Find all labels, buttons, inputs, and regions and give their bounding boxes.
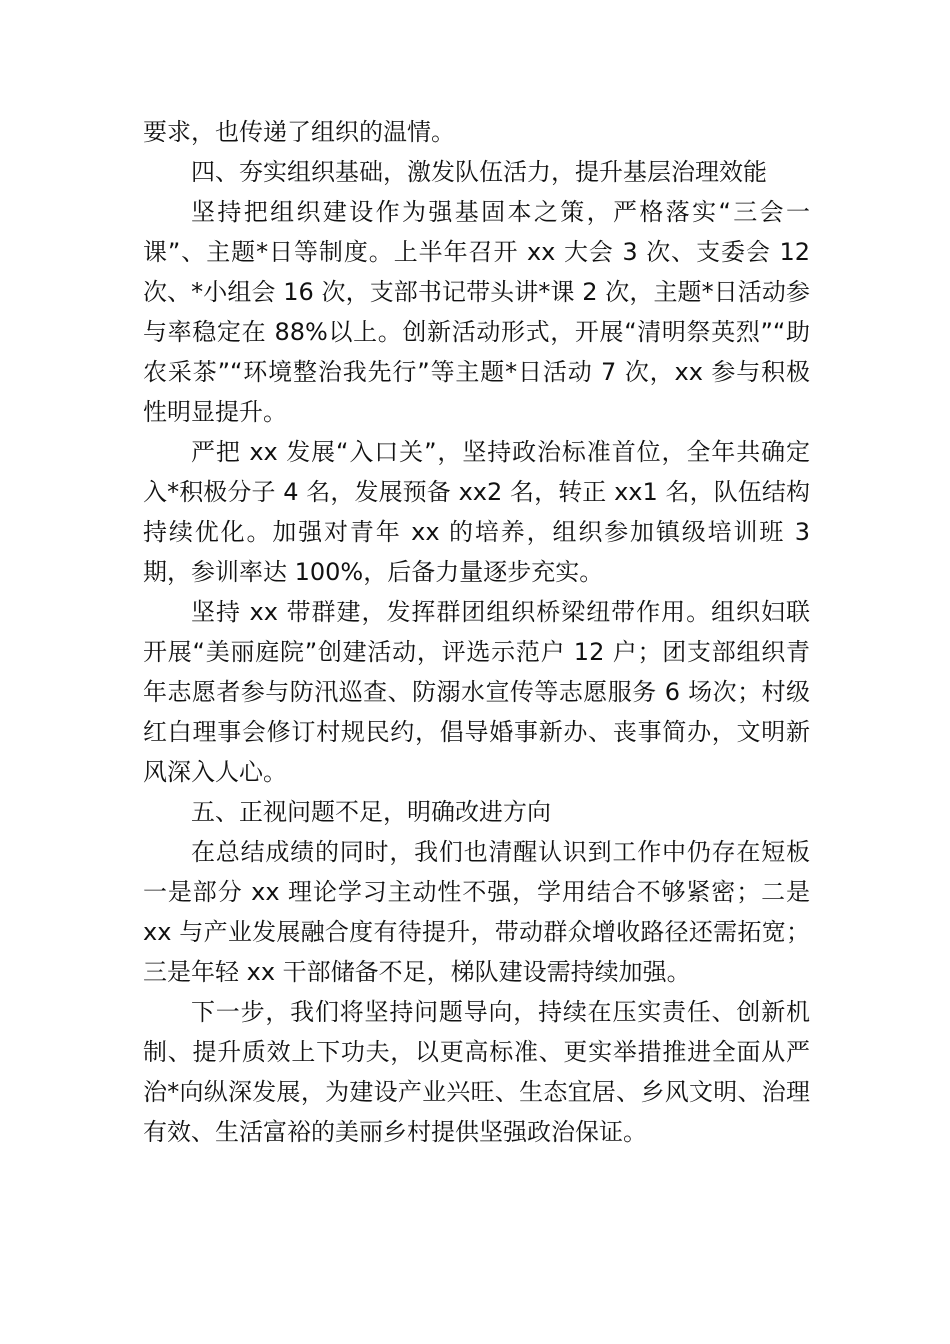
paragraph-member-development: 严把 xx 发展“入口关”，坚持政治标准首位，全年共确定入*积极分子 4 名，发展预备 xx2 名，转正 xx1 名，队伍结构持续优化。加强对青年 xx 的培养，组织参加镇级培训班 3 期，参训率达 100%，后备力量逐步充实。 xyxy=(143,438,810,586)
paragraph-mass-organizations: 坚持 xx 带群建，发挥群团组织桥梁纽带作用。组织妇联开展“美丽庭院”创建活动，评选示范户 12 户；团支部组织青年志愿者参与防汛巡查、防溺水宣传等志愿服务 6 场次；村级红白理事会修订村规民约，倡导婚事新办、丧事简办，文明新风深入人心。 xyxy=(143,598,810,786)
document-body xyxy=(143,112,810,1152)
paragraph-organization-building: 坚持把组织建设作为强基固本之策，严格落实“三会一课”、主题*日等制度。上半年召开 xx 大会 3 次、支委会 12 次、*小组会 16 次，支部书记带头讲*课 2 次，主题*日活动参与率稳定在 88%以上。创新活动形式，开展“清明祭英烈”“助农采茶”“环境整治我先行”等主题*日活动 7 次，xx 参与积极性明显提升。 xyxy=(143,198,810,426)
paragraph-continuation: 要求，也传递了组织的温情。 xyxy=(143,118,455,146)
section-heading-four: 四、夯实组织基础，激发队伍活力，提升基层治理效能 xyxy=(191,158,767,186)
section-heading-five: 五、正视问题不足，明确改进方向 xyxy=(191,798,551,826)
paragraph-shortcomings: 在总结成绩的同时，我们也清醒认识到工作中仍存在短板一是部分 xx 理论学习主动性不强，学用结合不够紧密；二是 xx 与产业发展融合度有待提升，带动群众增收路径还需拓宽；三是年轻 xx 干部储备不足，梯队建设需持续加强。 xyxy=(143,838,810,986)
paragraph-next-steps: 下一步，我们将坚持问题导向，持续在压实责任、创新机制、提升质效上下功夫，以更高标准、更实举措推进全面从严治*向纵深发展，为建设产业兴旺、生态宜居、乡风文明、治理有效、生活富裕的美丽乡村提供坚强政治保证。 xyxy=(143,998,810,1146)
